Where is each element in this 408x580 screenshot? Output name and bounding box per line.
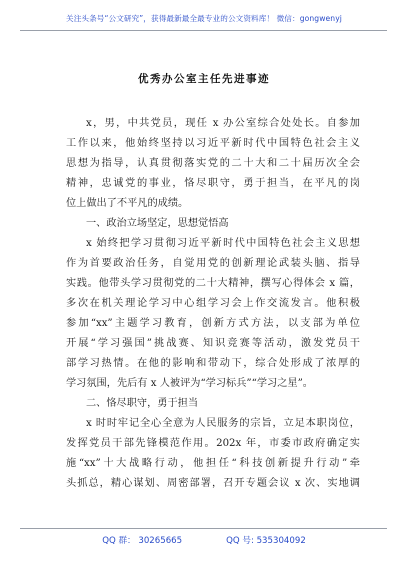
- body-line: 思想为指导，认真贯彻落实党的二十大和二十届历次全会: [66, 158, 360, 169]
- footer-contact: [0, 534, 408, 546]
- document-title: 优秀办公室主任先进事迹: [138, 73, 270, 85]
- header-divider: [20, 30, 387, 31]
- body-line: 工作以来，他始终坚持以习近平新时代中国特色社会主义: [66, 138, 360, 149]
- body-line: 开展“学习强国”挑战赛、知识竞赛等活动，激发党员干: [66, 338, 360, 349]
- body-line: 实践。他带头学习贯彻党的二十大精神，撰写心得体会 x 篇，: [66, 278, 360, 289]
- footer-divider: [20, 528, 387, 529]
- body-line: 发挥党员干部先锋模范作用。202x 年，市委市政府确定实: [66, 438, 360, 449]
- footer-qq-number: QQ 号: 535304092: [226, 536, 306, 546]
- footer-qq-group: QQ 群： 30265665: [102, 536, 183, 546]
- body-line: 精神，忠诚党的事业，恪尽职守，勇于担当，在平凡的岗: [66, 178, 360, 189]
- body-line: 多次在机关理论学习中心组学习会上作交流发言。他积极: [66, 298, 360, 309]
- body-line: 施“xx”十大战略行动，他担任“科技创新提升行动”牵: [66, 458, 360, 469]
- body-line: 位上做出了不平凡的成绩。: [66, 198, 189, 209]
- body-line: 参加“xx”主题学习教育，创新方式方法，以支部为单位: [66, 318, 360, 329]
- header-promo-text: 关注头条号“公文研究”，获得最新最全最专业的公文资料库！ 微信：gongwenyj: [66, 14, 342, 23]
- section-heading: 二、恪尽职守，勇于担当: [86, 398, 199, 409]
- body-line: 作为首要政治任务，自觉用党的创新理论武装头脑、指导: [66, 258, 360, 269]
- section-heading: 一、政治立场坚定，思想觉悟高: [86, 218, 229, 229]
- body-line: x 始终把学习贯彻习近平新时代中国特色社会主义思想: [86, 238, 360, 249]
- body-line: 部学习热情。在他的影响和带动下，综合处形成了浓厚的: [66, 358, 360, 369]
- body-line: x 时时牢记全心全意为人民服务的宗旨，立足本职岗位，: [86, 418, 360, 429]
- body-line: 头抓总，精心谋划、周密部署，召开专题会议 x 次、实地调: [66, 478, 360, 489]
- body-line: x，男，中共党员，现任 x 办公室综合处处长。自参加: [86, 118, 360, 129]
- body-line: 学习氛围，先后有 x 人被评为“学习标兵”“学习之星”。: [66, 378, 313, 389]
